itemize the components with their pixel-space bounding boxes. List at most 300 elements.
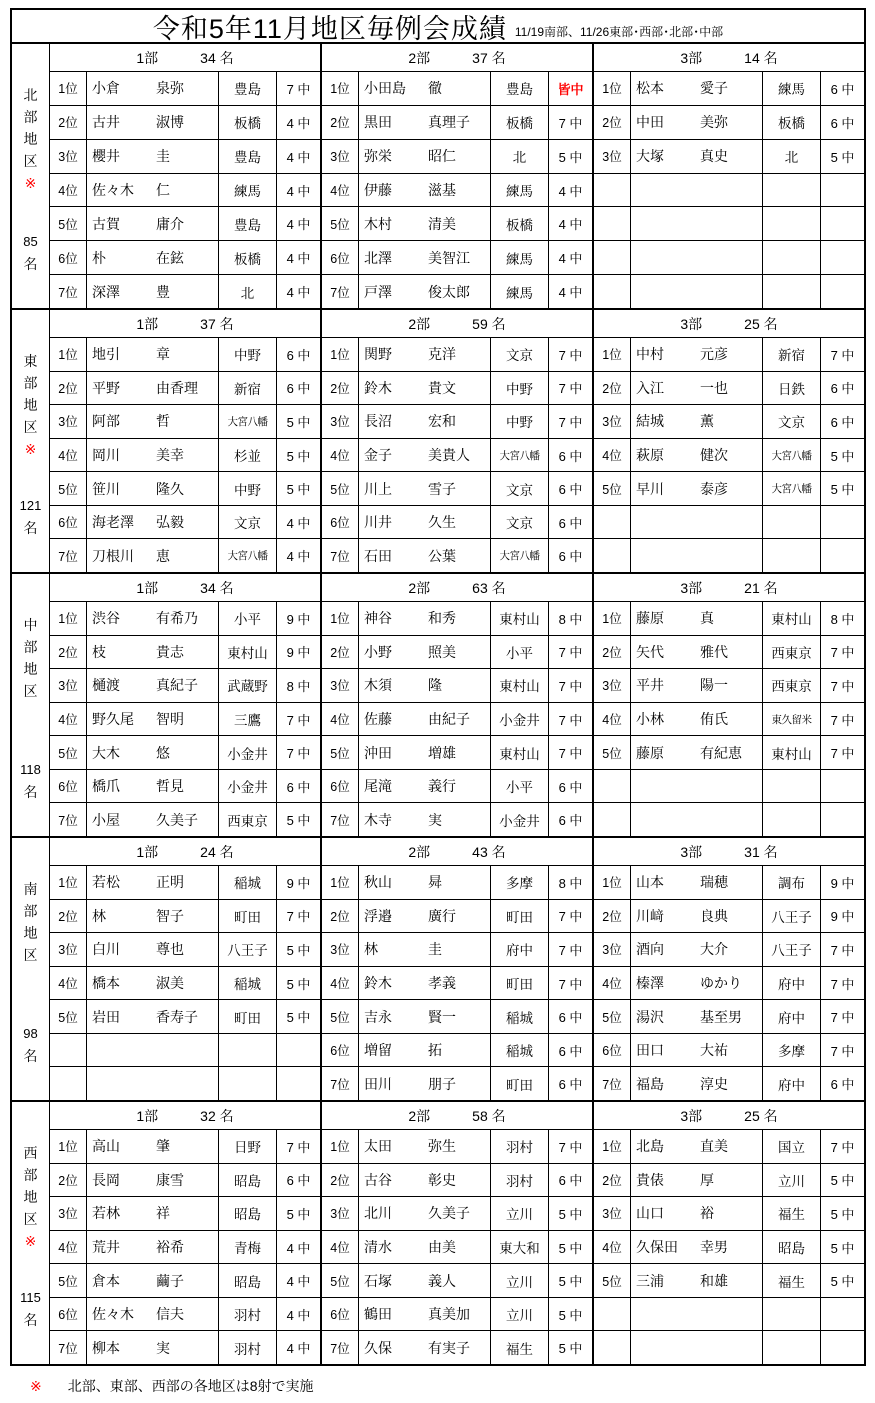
- name-cell: [630, 1298, 762, 1331]
- rank-cell: 7位: [330, 1341, 350, 1356]
- name-cell: [86, 439, 218, 472]
- name-cell: [86, 241, 218, 274]
- surname: 福島: [636, 1075, 664, 1092]
- given-name: 章: [156, 346, 170, 363]
- name-cell: [358, 1264, 490, 1297]
- name-cell: [630, 106, 762, 139]
- name-cell: [86, 900, 218, 933]
- rank-cell: 3位: [330, 943, 350, 958]
- surname: 矢代: [636, 643, 664, 660]
- rank-cell: 2位: [330, 645, 350, 660]
- surname: 尾滝: [364, 778, 392, 795]
- score-cell: 7 中: [548, 703, 592, 736]
- division-member-count: 24 名: [200, 843, 234, 860]
- rank-cell: 5位: [58, 746, 78, 761]
- name-cell: [630, 1130, 762, 1163]
- score-cell: 7 中: [548, 736, 592, 769]
- name-cell: [630, 1034, 762, 1067]
- result-row: [594, 105, 864, 139]
- district-label-column: [12, 574, 50, 836]
- score-cell: 5 中: [548, 1264, 592, 1297]
- city-cell: 武蔵野: [218, 669, 276, 702]
- division-group: [320, 574, 592, 836]
- rank-cell: 1位: [602, 348, 622, 363]
- city-cell: 小平: [490, 636, 548, 669]
- district-name: 西部地区: [23, 1145, 38, 1227]
- division-header: [50, 1102, 320, 1130]
- rank-cell: 1位: [330, 876, 350, 891]
- surname: 川﨑: [636, 907, 664, 924]
- score-cell: [820, 506, 864, 539]
- rank-cell: 1位: [58, 612, 78, 627]
- given-name: 雅代: [700, 643, 728, 660]
- given-name: 繭子: [156, 1272, 184, 1289]
- surname: 川井: [364, 514, 392, 531]
- rank-cell: 2位: [330, 381, 350, 396]
- rank-cell: 7位: [58, 285, 78, 300]
- name-cell: [86, 1298, 218, 1331]
- division-member-count: 25 名: [744, 1107, 778, 1124]
- score-cell: [820, 275, 864, 308]
- name-cell: [630, 736, 762, 769]
- city-cell: 東村山: [218, 636, 276, 669]
- rank-cell: 6位: [330, 251, 350, 266]
- name-cell: [630, 770, 762, 803]
- rank-cell: 1位: [58, 348, 78, 363]
- name-cell: [358, 275, 490, 308]
- surname: 湯沢: [636, 1008, 664, 1025]
- surname: 田川: [364, 1075, 392, 1092]
- rank-cell: 7位: [330, 549, 350, 564]
- division-groups: [50, 574, 864, 836]
- city-cell: 八王子: [762, 900, 820, 933]
- surname: 橋爪: [92, 778, 120, 795]
- name-cell: [630, 275, 762, 308]
- result-row: [594, 471, 864, 505]
- rank-cell: 3位: [602, 150, 622, 165]
- division-rows: [322, 866, 592, 1100]
- name-cell: [630, 338, 762, 371]
- division-label: 1部: [136, 579, 159, 596]
- result-row: [594, 769, 864, 803]
- city-cell: 東村山: [762, 602, 820, 635]
- given-name: 真理子: [428, 114, 470, 131]
- name-cell: [86, 1231, 218, 1264]
- city-cell: 東村山: [490, 736, 548, 769]
- result-row: [594, 538, 864, 572]
- name-cell: [358, 636, 490, 669]
- page-title: 令和5年11月地区毎例会成績: [152, 13, 507, 44]
- division-group: [592, 838, 864, 1100]
- score-cell: 6 中: [548, 1034, 592, 1067]
- rank-cell: 2位: [602, 909, 622, 924]
- name-cell: [630, 900, 762, 933]
- division-rows: [50, 866, 320, 1100]
- city-cell: 中野: [490, 372, 548, 405]
- city-cell: 文京: [762, 405, 820, 438]
- division-rows: [50, 72, 320, 308]
- city-cell: 青梅: [218, 1231, 276, 1264]
- result-row: [50, 866, 320, 899]
- result-row: [322, 899, 592, 933]
- rank-cell: 2位: [330, 116, 350, 131]
- city-cell: 稲城: [218, 967, 276, 1000]
- rank-cell: 7位: [58, 549, 78, 564]
- result-row: [50, 404, 320, 438]
- city-cell: 豊島: [218, 207, 276, 240]
- given-name: 裕: [700, 1205, 714, 1222]
- score-cell: 5 中: [276, 439, 320, 472]
- city-cell: 大宮八幡: [762, 439, 820, 472]
- city-cell: 八王子: [218, 933, 276, 966]
- surname: 太田: [364, 1138, 392, 1155]
- result-row: [50, 735, 320, 769]
- rank-cell: 6位: [58, 516, 78, 531]
- rank-cell: 3位: [602, 679, 622, 694]
- city-cell: 八王子: [762, 933, 820, 966]
- surname: 古井: [92, 114, 120, 131]
- score-cell: 6 中: [276, 1164, 320, 1197]
- surname: 北川: [364, 1205, 392, 1222]
- city-cell: 中野: [218, 338, 276, 371]
- rank-cell: 5位: [58, 482, 78, 497]
- name-cell: [630, 967, 762, 1000]
- name-cell: [358, 1034, 490, 1067]
- district-member-count: 121: [19, 498, 42, 513]
- given-name: 悠: [156, 744, 170, 761]
- result-row: [50, 1330, 320, 1364]
- city-cell: 羽村: [490, 1164, 548, 1197]
- score-cell: 5 中: [276, 405, 320, 438]
- division-header: [594, 1102, 864, 1130]
- given-name: 久生: [428, 514, 456, 531]
- rank-cell: 3位: [330, 150, 350, 165]
- result-row: [50, 471, 320, 505]
- division-rows: [594, 1130, 864, 1364]
- rank-cell: 6位: [58, 780, 78, 795]
- rank-cell: 4位: [330, 184, 350, 198]
- rank-cell: 3位: [602, 943, 622, 958]
- city-cell: 福生: [762, 1197, 820, 1230]
- score-cell: 4 中: [276, 539, 320, 572]
- rank-cell: 6位: [330, 1044, 350, 1059]
- district-member-count: 118: [20, 762, 41, 777]
- score-cell: 6 中: [548, 1067, 592, 1100]
- score-cell: [276, 1034, 320, 1067]
- rank-cell: [594, 803, 630, 836]
- rank-cell: 4位: [602, 1241, 622, 1256]
- given-name: 哲見: [156, 778, 184, 795]
- rank-cell: 1位: [330, 1140, 350, 1155]
- score-cell: 6 中: [548, 539, 592, 572]
- name-cell: [86, 933, 218, 966]
- rank-cell: 5位: [330, 482, 350, 497]
- surname: 鈴木: [364, 379, 392, 396]
- division-group: [592, 1102, 864, 1364]
- rank-cell: 7位: [330, 1077, 350, 1092]
- given-name: 有希乃: [156, 610, 198, 627]
- rank-cell: 6位: [58, 1308, 78, 1323]
- rank-cell: 5位: [58, 1010, 78, 1025]
- division-rows: [594, 338, 864, 572]
- city-cell: [762, 275, 820, 308]
- result-row: [594, 240, 864, 274]
- division-rows: [50, 338, 320, 572]
- city-cell: 小平: [490, 770, 548, 803]
- given-name: 彰史: [428, 1171, 456, 1188]
- city-cell: 板橋: [762, 106, 820, 139]
- division-rows: [322, 72, 592, 308]
- result-row: [322, 371, 592, 405]
- city-cell: 昭島: [218, 1264, 276, 1297]
- result-row: [322, 1196, 592, 1230]
- division-member-count: 14 名: [744, 49, 778, 66]
- rank-cell: 1位: [58, 1140, 78, 1155]
- result-row: [594, 173, 864, 207]
- given-name: 健次: [700, 447, 728, 464]
- city-cell: [218, 1067, 276, 1100]
- city-cell: [762, 539, 820, 572]
- rank-cell: 6位: [330, 780, 350, 795]
- division-header: [594, 574, 864, 602]
- name-cell: [630, 174, 762, 207]
- result-row: [50, 899, 320, 933]
- result-row: [50, 438, 320, 472]
- given-name: 隆: [428, 677, 442, 694]
- rank-cell: [594, 207, 630, 240]
- city-cell: 西東京: [218, 803, 276, 836]
- rank-cell: 3位: [58, 150, 78, 165]
- rank-cell: 3位: [330, 1207, 350, 1222]
- result-row: [322, 1330, 592, 1364]
- score-cell: [820, 174, 864, 207]
- score-cell: 7 中: [820, 1130, 864, 1163]
- city-cell: 豊島: [490, 72, 548, 105]
- score-cell: 7 中: [276, 900, 320, 933]
- surname: 秋山: [364, 874, 392, 891]
- city-cell: 福生: [490, 1331, 548, 1364]
- score-cell: 4 中: [276, 174, 320, 207]
- score-cell: 5 中: [548, 1298, 592, 1331]
- city-cell: 府中: [762, 1067, 820, 1100]
- given-name: 真史: [700, 148, 728, 165]
- city-cell: 大宮八幡: [490, 539, 548, 572]
- name-cell: [358, 72, 490, 105]
- name-cell: [358, 106, 490, 139]
- name-cell: [358, 1197, 490, 1230]
- division-group: [50, 310, 320, 572]
- name-cell: [86, 72, 218, 105]
- result-row: [50, 1196, 320, 1230]
- name-cell: [358, 539, 490, 572]
- rank-cell: 1位: [330, 348, 350, 363]
- result-row: [50, 1130, 320, 1163]
- division-groups: [50, 838, 864, 1100]
- result-row: [322, 139, 592, 173]
- result-row: [594, 274, 864, 308]
- city-cell: 昭島: [762, 1231, 820, 1264]
- city-cell: 府中: [762, 967, 820, 1000]
- name-cell: [86, 636, 218, 669]
- rank-cell: 2位: [602, 381, 622, 396]
- rank-cell: 4位: [58, 449, 78, 464]
- district-section: [12, 308, 864, 572]
- title-row: [12, 10, 864, 44]
- given-name: 由美: [428, 1239, 456, 1256]
- given-name: 元彦: [700, 346, 728, 363]
- given-name: 仁: [156, 182, 170, 198]
- result-row: [594, 438, 864, 472]
- name-cell: [86, 472, 218, 505]
- result-row: [322, 471, 592, 505]
- city-cell: 羽村: [218, 1331, 276, 1364]
- rank-cell: 4位: [330, 449, 350, 464]
- score-cell: 5 中: [820, 1197, 864, 1230]
- result-row: [322, 702, 592, 736]
- given-name: 侑氏: [700, 711, 728, 728]
- result-row: [322, 1297, 592, 1331]
- city-cell: 日鉄: [762, 372, 820, 405]
- city-cell: 立川: [490, 1298, 548, 1331]
- rank-cell: 3位: [602, 1207, 622, 1222]
- rank-cell: [594, 1298, 630, 1331]
- rank-cell: 4位: [330, 713, 350, 728]
- result-row: [50, 274, 320, 308]
- surname: 岩田: [92, 1008, 120, 1025]
- city-cell: 町田: [490, 967, 548, 1000]
- result-row: [322, 999, 592, 1033]
- district-member-count-suffix: 名: [23, 1312, 38, 1328]
- rank-cell: 1位: [330, 612, 350, 627]
- score-cell: 5 中: [548, 1231, 592, 1264]
- result-row: [322, 1066, 592, 1100]
- surname: 関野: [364, 346, 392, 363]
- score-cell: 4 中: [548, 207, 592, 240]
- given-name: 在鉉: [156, 249, 184, 266]
- city-cell: 西東京: [762, 669, 820, 702]
- name-cell: [630, 539, 762, 572]
- score-cell: 6 中: [548, 803, 592, 836]
- name-cell: [630, 636, 762, 669]
- rank-cell: 6位: [58, 251, 78, 266]
- name-cell: [86, 140, 218, 173]
- surname: 佐々木: [92, 182, 134, 198]
- district-name: 北部地区: [23, 87, 38, 169]
- division-rows: [322, 602, 592, 836]
- city-cell: [762, 241, 820, 274]
- result-row: [322, 668, 592, 702]
- surname: 白川: [92, 941, 120, 958]
- score-cell: [820, 1298, 864, 1331]
- name-cell: [86, 506, 218, 539]
- score-cell: 4 中: [276, 1298, 320, 1331]
- result-row: [594, 999, 864, 1033]
- city-cell: 小金井: [218, 770, 276, 803]
- city-cell: 立川: [490, 1197, 548, 1230]
- result-row: [50, 602, 320, 635]
- city-cell: 羽村: [490, 1130, 548, 1163]
- footnote-marker-icon: ※: [30, 1378, 42, 1394]
- name-cell: [630, 405, 762, 438]
- result-row: [594, 404, 864, 438]
- division-label: 3部: [680, 49, 703, 66]
- result-row: [50, 966, 320, 1000]
- result-row: [594, 338, 864, 371]
- name-cell: [630, 1231, 762, 1264]
- rank-cell: 1位: [602, 876, 622, 891]
- name-cell: [630, 506, 762, 539]
- district-label-column: [12, 838, 50, 1100]
- name-cell: [358, 472, 490, 505]
- score-cell: 7 中: [548, 1130, 592, 1163]
- city-cell: 豊島: [218, 72, 276, 105]
- score-cell: 4 中: [276, 241, 320, 274]
- city-cell: [762, 803, 820, 836]
- result-row: [594, 72, 864, 105]
- city-cell: 国立: [762, 1130, 820, 1163]
- division-member-count: 31 名: [744, 843, 778, 860]
- score-cell: 4 中: [276, 506, 320, 539]
- given-name: 智明: [156, 711, 184, 728]
- rank-cell: 3位: [330, 679, 350, 694]
- given-name: 信夫: [156, 1306, 184, 1323]
- division-member-count: 58 名: [472, 1107, 506, 1124]
- surname: 小野: [364, 643, 392, 660]
- city-cell: 新宿: [218, 372, 276, 405]
- division-member-count: 34 名: [200, 49, 234, 66]
- surname: 木村: [364, 215, 392, 232]
- rank-cell: [594, 770, 630, 803]
- result-row: [50, 802, 320, 836]
- city-cell: [762, 506, 820, 539]
- division-groups: [50, 310, 864, 572]
- result-row: [594, 206, 864, 240]
- score-cell: 7 中: [548, 967, 592, 1000]
- given-name: 泉弥: [156, 80, 184, 97]
- given-name: 克洋: [428, 346, 456, 363]
- surname: 石田: [364, 547, 392, 564]
- rank-cell: 4位: [602, 713, 622, 728]
- city-cell: 北: [490, 140, 548, 173]
- score-cell: 5 中: [276, 472, 320, 505]
- given-name: 滋基: [428, 182, 456, 198]
- surname: 川上: [364, 480, 392, 497]
- surname: 北島: [636, 1138, 664, 1155]
- result-row: [50, 72, 320, 105]
- score-cell: [820, 207, 864, 240]
- result-row: [50, 769, 320, 803]
- given-name: 義人: [428, 1272, 456, 1289]
- name-cell: [358, 703, 490, 736]
- name-cell: [86, 703, 218, 736]
- surname: 林: [364, 941, 378, 958]
- name-cell: [358, 338, 490, 371]
- city-cell: 杉並: [218, 439, 276, 472]
- name-cell: [358, 1164, 490, 1197]
- given-name: 有紀恵: [700, 744, 742, 761]
- score-cell: 6 中: [276, 338, 320, 371]
- rank-cell: 5位: [602, 482, 622, 497]
- city-cell: 小平: [218, 602, 276, 635]
- given-name: 真美加: [428, 1306, 470, 1323]
- result-row: [50, 1230, 320, 1264]
- name-cell: [358, 967, 490, 1000]
- rank-cell: 7位: [58, 813, 78, 828]
- surname: 山口: [636, 1205, 664, 1222]
- score-cell: 7 中: [548, 372, 592, 405]
- name-cell: [358, 439, 490, 472]
- result-row: [594, 802, 864, 836]
